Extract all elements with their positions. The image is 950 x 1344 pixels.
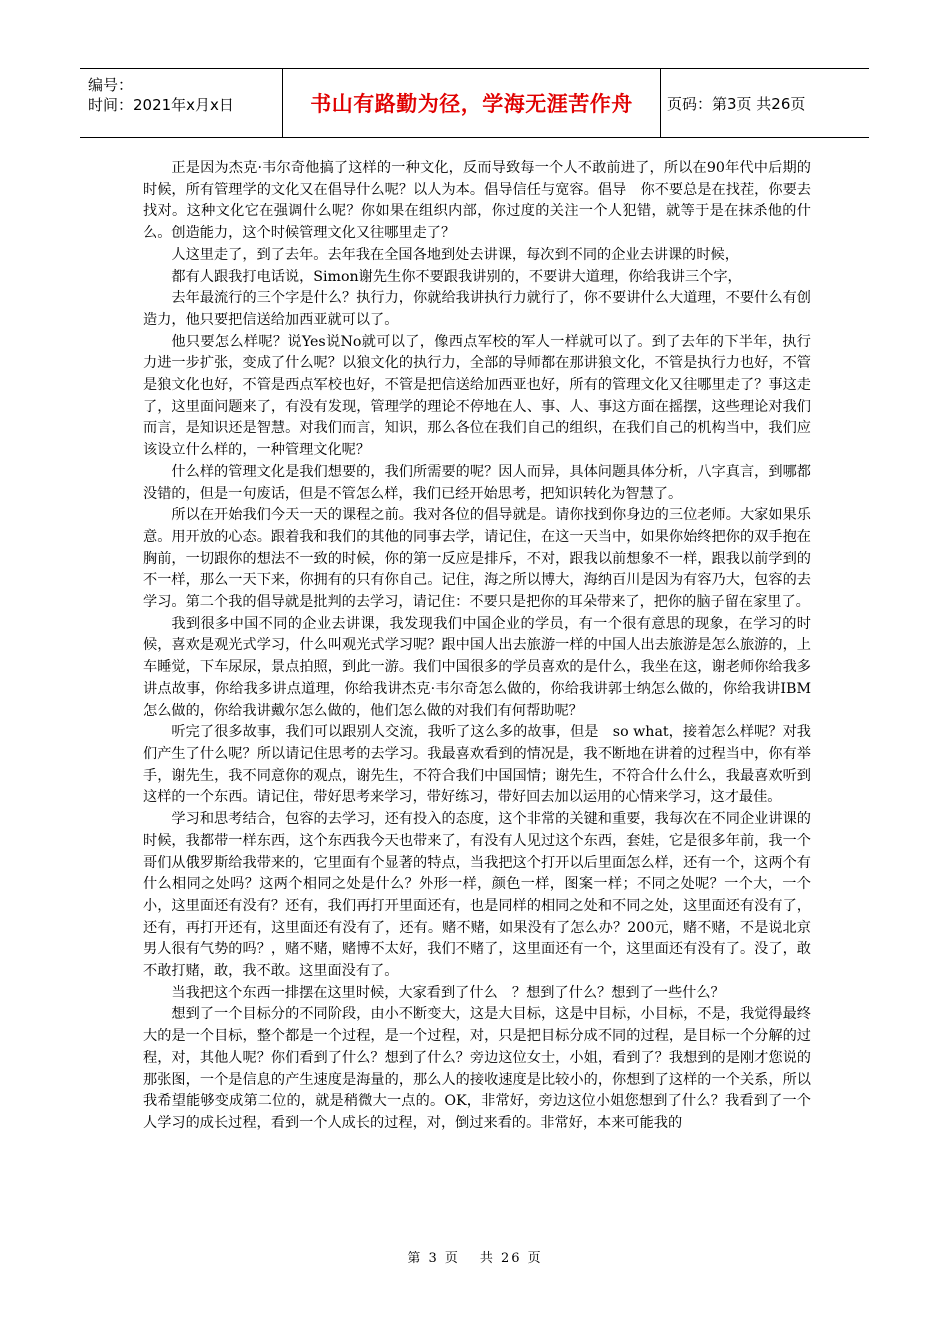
body-text <box>143 158 811 1135</box>
document-date-label: 时间：2021年x月x日 <box>88 96 234 114</box>
header-page-info: 页码：第3页 共26页 <box>667 94 806 113</box>
header-motto: 书山有路勤为径，学海无涯苦作舟 <box>283 69 661 137</box>
paragraph: 听完了很多故事，我们可以跟别人交流，我听了这么多的故事，但是 so what，接着怎么样呢？对我们产生了什么呢？所以请记住思考的去学习。我最喜欢看到的情况是，我不断地在讲着的过程当中，你有举手，谢先生，我不同意你的观点，谢先生，不符合我们中国国情；谢先生，不符合什么什么，我最喜欢听到这样的一个东西。请记住，带好思考来学习，带好练习，带好回去加以运用的心情来学习，这才最佳。 <box>143 724 811 806</box>
document-number-label: 编号： <box>88 76 134 94</box>
paragraph: 都有人跟我打电话说，Simon谢先生你不要跟我讲别的，不要讲大道理，你给我讲三个字， <box>171 268 742 285</box>
paragraph: 学习和思考结合，包容的去学习，还有投入的态度，这个非常的关键和重要，我每次在不同企业讲课的时候，我都带一样东西，这个东西我今天也带来了，有没有人见过这个东西，套娃，它是很多年前，我一个哥们从俄罗斯给我带来的，它里面有个显著的特点，当我把这个打开以后里面怎么样，还有一个，这两个有什么相同之处吗？这两个相同之处是什么？外形一样，颜色一样，图案一样；不同之处呢？一个大，一个小，这里面还有没有？还有，我们再打开里面还有，也是同样的相同之处和不同之处，这里面还有没有了，还有，再打开还有，这里面还有没有了，还有。赌不赌，如果没有了怎么办？200元，赌不赌，不是说北京男人很有气势的吗？，赌不赌，赌博不太好，我们不赌了，这里面还有一个，这里面还有没有了。没了，敢不敢打赌，敢，我不敢。这里面没有了。 <box>143 811 811 980</box>
footer-current-page: 第 3 页 <box>407 1251 460 1266</box>
header-meta <box>80 69 283 137</box>
paragraph: 想到了一个目标分的不同阶段，由小不断变大，这是大目标，这是中目标，小目标，不是，我觉得最终大的是一个目标，整个都是一个过程，是一个过程，对，只是把目标分成不同的过程，是目标一个分解的过程，对，其他人呢？你们看到了什么？想到了什么？旁边这位女士，小姐，看到了？我想到的是刚才您说的那张图，一个是信息的产生速度是海量的，那么人的接收速度是比较小的，你想到了这样的一个关系，所以我希望能够变成第二位的，就是稍微大一点的。OK，非常好，旁边这位小姐您想到了什么？我看到了一个人学习的成长过程，看到一个人成长的过程，对，倒过来看的。非常好，本来可能我的 <box>143 1006 811 1131</box>
paragraph: 他只要怎么样呢？说Yes说No就可以了，像西点军校的军人一样就可以了。到了去年的下半年，执行力进一步扩张，变成了什么呢？以狼文化的执行力，全部的导师都在那讲狼文化，不管是执行力也好，不管是狼文化也好，不管是西点军校也好，不管是把信送给加西亚也好，所有的管理文化又往哪里走了？事这走了，这里面问题来了，有没有发现，管理学的理论不停地在人、事、人、事这方面在摇摆，这些理论对我们而言，是知识还是智慧。对我们而言，知识，那么各位在我们自己的组织，在我们自己的机构当中，我们应该设立什么样的，一种管理文化呢？ <box>143 333 811 459</box>
paragraph: 什么样的管理文化是我们想要的，我们所需要的呢？因人而异，具体问题具体分析，八字真言，到哪都没错的，但是一句废话，但是不管怎么样，我们已经开始思考，把知识转化为智慧了。 <box>143 463 811 502</box>
paragraph: 我到很多中国不同的企业去讲课，我发现我们中国企业的学员，有一个很有意思的现象，在学习的时候，喜欢是观光式学习，什么叫观光式学习呢？跟中国人出去旅游一样的中国人出去旅游是怎么旅游的，上车睡觉，下车尿尿，景点拍照，到此一游。我们中国很多的学员喜欢的是什么，我坐在这，谢老师你给我多讲点故事，你给我多讲点道理，你给我讲杰克·韦尔奇怎么做的，你给我讲郭士纳怎么做的，你给我讲IBM怎么做的，你给我讲戴尔怎么做的，他们怎么做的对我们有何帮助呢？ <box>143 615 811 719</box>
paragraph: 去年最流行的三个字是什么？执行力，你就给我讲执行力就行了，你不要讲什么大道理，不要什么有创造力，他只要把信送给加西亚就可以了。 <box>143 290 811 328</box>
page-footer <box>0 1247 950 1266</box>
paragraph: 当我把这个东西一排摆在这里时候，大家看到了什么 ？想到了什么？想到了一些什么？ <box>171 984 725 1001</box>
paragraph: 人这里走了，到了去年。去年我在全国各地到处去讲课，每次到不同的企业去讲课的时候， <box>171 246 739 263</box>
paragraph: 所以在开始我们今天一天的课程之前。我对各位的倡导就是。请你找到你身边的三位老师。大家如果乐意。用开放的心态。跟着我和我们的其他的同事去学，请记住，在这一天当中，如果你始终把你的双手抱在胸前，一切跟你的想法不一致的时候，你的第一反应是排斥，不对，跟我以前想象不一样，跟我以前学到的不一样，那么一天下来，你拥有的只有你自己。记住，海之所以博大，海纳百川是因为有容乃大，包容的去学习。第二个我的倡导就是批判的去学习，请记住：不要只是把你的耳朵带来了，把你的脑子留在家里了。 <box>143 507 811 611</box>
footer-total-pages: 共 26 页 <box>479 1251 543 1266</box>
page-header <box>80 68 869 138</box>
paragraph: 正是因为杰克·韦尔奇他搞了这样的一种文化，反而导致每一个人不敢前进了，所以在90年代中后期的时候，所有管理学的文化又在倡导什么呢？以人为本。倡导信任与宽容。倡导 你不要总是在找茬，你要去找对。这种文化它在强调什么呢？你如果在组织内部，你过度的关注一个人犯错，就等于是在抹杀他的什么。创造能力，这个时候管理文化又往哪里走了？ <box>143 160 811 242</box>
